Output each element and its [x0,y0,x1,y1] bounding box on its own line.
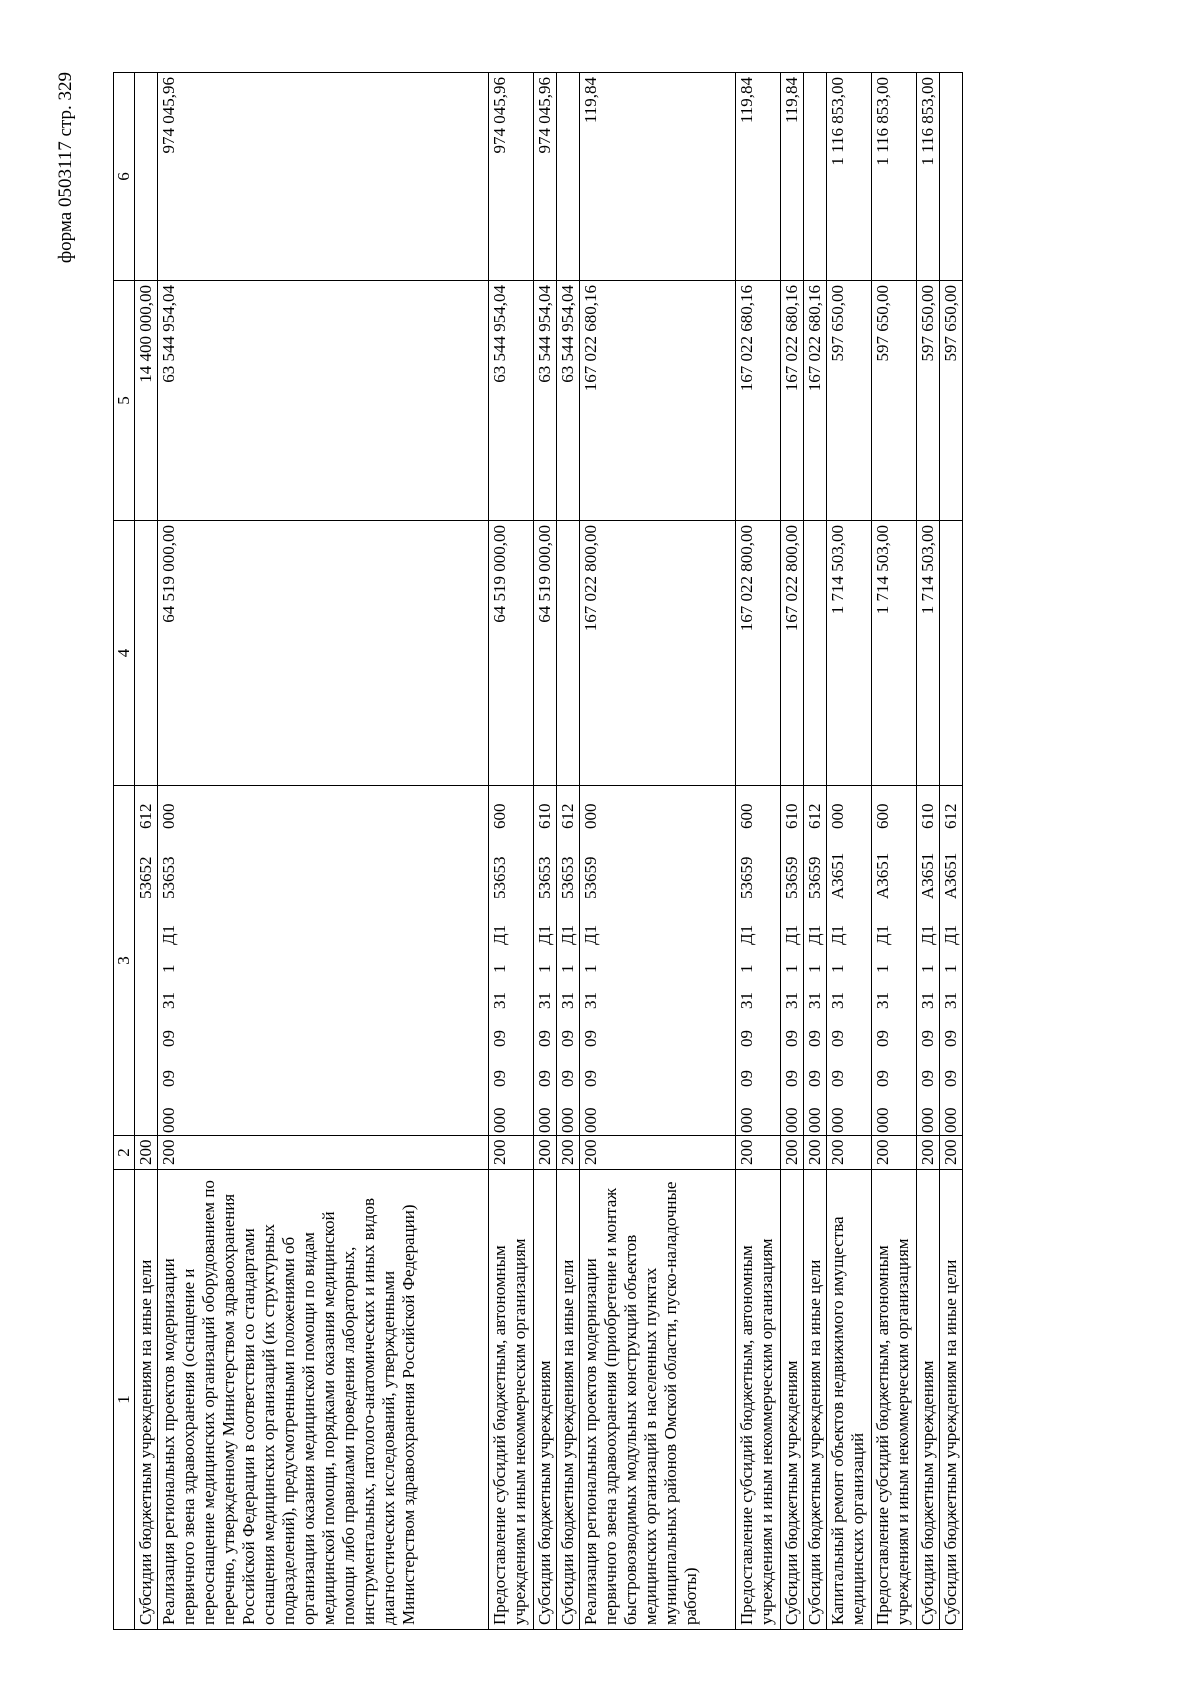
code-part: 09 [558,1030,577,1047]
code-part: Д1 [828,924,847,945]
code-part: 09 [941,1030,960,1047]
code-part: 600 [490,803,509,829]
executed-amount: 597 650,00 [827,281,872,521]
code-part: 53659 [581,856,600,899]
code-part: 600 [873,803,892,829]
code-part: 09 [159,1030,178,1047]
classification-code [158,786,489,1136]
approved-amount [135,521,158,786]
code-part: 000 [737,1107,756,1133]
code-part: А3651 [828,852,847,899]
code-part: 31 [490,992,509,1009]
line-code: 200 [135,1136,158,1170]
approved-amount [557,521,580,786]
table-row [872,73,917,1630]
unexecuted-amount [135,73,158,281]
row-name: Предоставление субсидий бюджетным, автономным учреждениям и иным некоммерческим организациям [489,1170,534,1630]
code-part: Д1 [782,924,801,945]
executed-amount: 167 022 680,16 [781,281,804,521]
code-part: 31 [535,992,554,1009]
budget-execution-table [113,72,963,1630]
executed-amount: 597 650,00 [917,281,940,521]
table-body [135,73,963,1630]
code-part: 1 [535,964,554,973]
line-code: 200 [781,1136,804,1170]
code-part: 09 [737,1070,756,1087]
code-part: 000 [828,803,847,829]
code-part: 1 [782,964,801,973]
executed-amount: 597 650,00 [872,281,917,521]
table-row [736,73,781,1630]
executed-amount: 63 544 954,04 [557,281,580,521]
code-part: Д1 [581,924,600,945]
code-part: 09 [159,1070,178,1087]
line-code: 200 [158,1136,489,1170]
code-part: 612 [941,803,960,829]
unexecuted-amount: 974 045,96 [158,73,489,281]
code-part: Д1 [918,924,937,945]
code-part: 09 [558,1070,577,1087]
code-part: 09 [873,1070,892,1087]
row-name: Реализация региональных проектов модернизации первичного звена здравоохранения (оснащение и переоснащение медицинских организаций оборудованием по перечню, утвержденному Министерством здравоохранения Российской Федерации в соответствии со стандартами оснащения медицинских организаций (их структурных подразделений), предусмотренными положениями об организации оказания медицинской помощи по видам медицинской помощи, порядками оказания медицинской помощи либо правилами проведения лабораторных, инструментальных, патолого-анатомических и иных видов диагностических исследований, утвержденными Министерством здравоохранения Российской Федерации) [158,1170,489,1630]
table-row [804,73,827,1630]
code-part: 31 [828,992,847,1009]
classification-code [580,786,736,1136]
code-part: 612 [558,803,577,829]
executed-amount: 14 400 000,00 [135,281,158,521]
unexecuted-amount: 119,84 [580,73,736,281]
row-name: Субсидии бюджетным учреждениям на иные цели [940,1170,963,1630]
line-code: 200 [534,1136,557,1170]
table-row [489,73,534,1630]
approved-amount: 1 714 503,00 [827,521,872,786]
code-part: 610 [782,803,801,829]
code-part: 1 [159,964,178,973]
code-part: 09 [782,1070,801,1087]
code-part: 09 [918,1070,937,1087]
table-row [534,73,557,1630]
code-part [136,1047,156,1087]
executed-amount: 63 544 954,04 [158,281,489,521]
code-part: 000 [535,1107,554,1133]
column-header: 4 [114,521,135,786]
table-row [580,73,736,1630]
row-name: Субсидии бюджетным учреждениям на иные цели [557,1170,580,1630]
executed-amount: 167 022 680,16 [580,281,736,521]
code-part: 31 [558,992,577,1009]
line-code: 200 [557,1136,580,1170]
column-header: 6 [114,73,135,281]
code-part: Д1 [737,924,756,945]
row-name: Субсидии бюджетным учреждениям [917,1170,940,1630]
line-code: 200 [804,1136,827,1170]
code-part: 09 [918,1030,937,1047]
code-part: Д1 [159,924,178,945]
column-header: 1 [114,1170,135,1630]
code-part: 000 [558,1107,577,1133]
code-part: 09 [535,1030,554,1047]
executed-amount: 167 022 680,16 [736,281,781,521]
code-part: 000 [873,1107,892,1133]
classification-code [917,786,940,1136]
row-name: Реализация региональных проектов модернизации первичного звена здравоохранения (приобретение и монтаж быстровозводимых модульных конструкций объектов медицинских организаций в населенных пунктах муниципальных районов Омской области, пуско-наладочные работы) [580,1170,736,1630]
column-header: 2 [114,1136,135,1170]
code-part: 1 [805,964,824,973]
unexecuted-amount: 1 116 853,00 [827,73,872,281]
classification-code [872,786,917,1136]
code-part: Д1 [490,924,509,945]
code-part: 09 [941,1070,960,1087]
line-code: 200 [489,1136,534,1170]
code-part: 1 [941,964,960,973]
code-part: А3651 [873,852,892,899]
classification-code [736,786,781,1136]
approved-amount [940,521,963,786]
code-part: 09 [581,1030,600,1047]
code-part: Д1 [805,924,824,945]
table-row [917,73,940,1630]
classification-code [557,786,580,1136]
code-part: 09 [490,1070,509,1087]
executed-amount: 167 022 680,16 [804,281,827,521]
classification-code [827,786,872,1136]
approved-amount [804,521,827,786]
row-name: Субсидии бюджетным учреждениям на иные цели [135,1170,158,1630]
table-row [557,73,580,1630]
line-code: 200 [736,1136,781,1170]
unexecuted-amount: 119,84 [781,73,804,281]
code-part: 31 [941,992,960,1009]
table-row [158,73,489,1630]
code-part: 09 [828,1070,847,1087]
code-part: 31 [782,992,801,1009]
approved-amount: 1 714 503,00 [917,521,940,786]
row-name: Капитальный ремонт объектов недвижимого имущества медицинских организаций [827,1170,872,1630]
approved-amount: 64 519 000,00 [158,521,489,786]
code-part: 09 [581,1070,600,1087]
code-part [136,899,156,945]
code-part: 1 [918,964,937,973]
code-part: 31 [805,992,824,1009]
code-part: 09 [805,1030,824,1047]
code-part: Д1 [558,924,577,945]
code-part: 09 [782,1030,801,1047]
code-part: 31 [873,992,892,1009]
code-part: 1 [581,964,600,973]
form-reference: форма 0503117 стр. 329 [55,72,76,264]
unexecuted-amount: 1 116 853,00 [872,73,917,281]
code-part: 31 [737,992,756,1009]
code-part: 000 [828,1107,847,1133]
line-code: 200 [872,1136,917,1170]
code-part: 09 [490,1030,509,1047]
approved-amount: 167 022 800,00 [781,521,804,786]
code-part: 31 [918,992,937,1009]
code-part: 09 [828,1030,847,1047]
code-part [136,945,156,973]
classification-code [940,786,963,1136]
code-part: 000 [805,1107,824,1133]
column-header: 3 [114,786,135,1136]
code-part: 000 [918,1107,937,1133]
code-part: 53653 [159,856,178,899]
code-part: 612 [805,803,824,829]
row-name: Субсидии бюджетным учреждениям [781,1170,804,1630]
code-part: 1 [828,964,847,973]
code-part [136,1087,156,1133]
code-part: 53653 [558,856,577,899]
code-part: 000 [581,1107,600,1133]
code-part: 53652 [136,856,155,899]
unexecuted-amount: 974 045,96 [489,73,534,281]
executed-amount: 63 544 954,04 [489,281,534,521]
code-part: А3651 [918,852,937,899]
code-part: Д1 [873,924,892,945]
code-part: 1 [737,964,756,973]
approved-amount: 1 714 503,00 [872,521,917,786]
code-part: 53659 [737,856,756,899]
approved-amount: 64 519 000,00 [534,521,557,786]
code-part: 000 [941,1107,960,1133]
code-part: 1 [490,964,509,973]
classification-code [781,786,804,1136]
code-part [136,973,156,1009]
code-part: 09 [535,1070,554,1087]
table-row [940,73,963,1630]
table-row [135,73,158,1630]
code-part: 31 [159,992,178,1009]
code-part: 09 [805,1070,824,1087]
code-part: 000 [490,1107,509,1133]
code-part: 1 [558,964,577,973]
code-part: 31 [581,992,600,1009]
unexecuted-amount: 119,84 [736,73,781,281]
classification-code [804,786,827,1136]
table-row [781,73,804,1630]
code-part: 000 [159,803,178,829]
approved-amount: 167 022 800,00 [580,521,736,786]
code-part [136,1009,156,1047]
column-number-row [114,73,135,1630]
row-name: Предоставление субсидий бюджетным, автономным учреждениям и иным некоммерческим организациям [872,1170,917,1630]
code-part: 53659 [805,856,824,899]
code-part: 53653 [535,856,554,899]
row-name: Субсидии бюджетным учреждениям на иные цели [804,1170,827,1630]
code-part: 000 [581,803,600,829]
unexecuted-amount: 974 045,96 [534,73,557,281]
code-part: 09 [737,1030,756,1047]
unexecuted-amount [804,73,827,281]
code-part: 610 [918,803,937,829]
code-part: 600 [737,803,756,829]
code-part: 000 [159,1107,178,1133]
classification-code [534,786,557,1136]
code-part: 000 [782,1107,801,1133]
column-header: 5 [114,281,135,521]
code-part: А3651 [941,852,960,899]
code-part: 53653 [490,856,509,899]
classification-code [489,786,534,1136]
executed-amount: 597 650,00 [940,281,963,521]
code-part: Д1 [535,924,554,945]
table-row [827,73,872,1630]
code-part: 1 [873,964,892,973]
line-code: 200 [827,1136,872,1170]
approved-amount: 64 519 000,00 [489,521,534,786]
approved-amount: 167 022 800,00 [736,521,781,786]
code-part: 612 [136,803,155,829]
row-name: Предоставление субсидий бюджетным, автономным учреждениям и иным некоммерческим организациям [736,1170,781,1630]
line-code: 200 [917,1136,940,1170]
unexecuted-amount: 1 116 853,00 [917,73,940,281]
code-part: 53659 [782,856,801,899]
line-code: 200 [940,1136,963,1170]
row-name: Субсидии бюджетным учреждениям [534,1170,557,1630]
unexecuted-amount [940,73,963,281]
classification-code [135,786,158,1136]
code-part: 610 [535,803,554,829]
unexecuted-amount [557,73,580,281]
line-code: 200 [580,1136,736,1170]
executed-amount: 63 544 954,04 [534,281,557,521]
code-part: 09 [873,1030,892,1047]
code-part: Д1 [941,924,960,945]
